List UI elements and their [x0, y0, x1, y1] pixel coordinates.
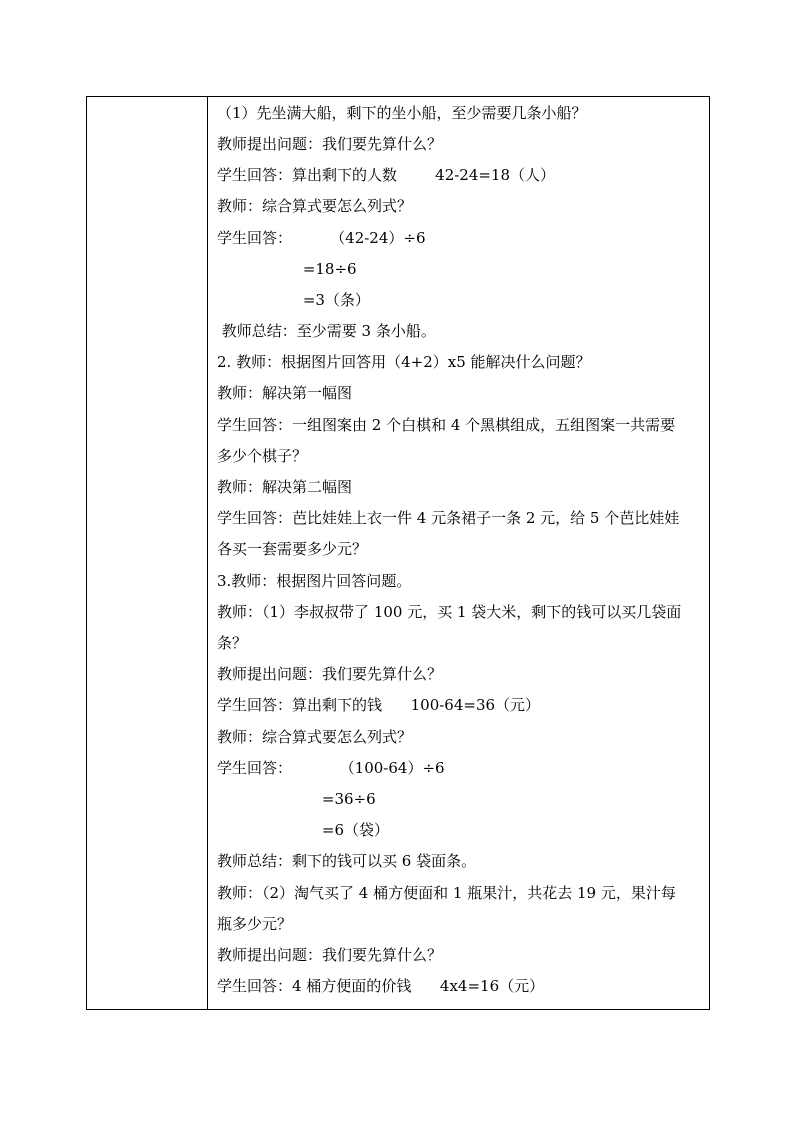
text-line: =36÷6 — [217, 790, 376, 808]
text-line: 教师提出问题：我们要先算什么？ — [217, 946, 443, 964]
text-line: 教师：（1）李叔叔带了 100 元，买 1 袋大米，剩下的钱可以买几袋面 — [217, 603, 682, 621]
text-line: 教师：解决第一幅图 — [217, 384, 353, 402]
text-line: 教师：综合算式要怎么列式？ — [217, 197, 413, 215]
text-line: 3.教师：根据图片回答问题。 — [217, 572, 412, 590]
left-column-cell — [87, 97, 208, 1009]
text-line: 教师：解决第二幅图 — [217, 478, 353, 496]
text-line: 各买一套需要多少元？ — [217, 540, 368, 558]
text-line: 学生回答：算出剩下的人数 42-24=18（人） — [217, 166, 556, 184]
lesson-table — [86, 96, 710, 1010]
text-line: 教师：综合算式要怎么列式？ — [217, 728, 413, 746]
text-line: 学生回答： （100-64）÷6 — [217, 759, 445, 777]
content-cell — [208, 97, 709, 1009]
text-line: 学生回答：算出剩下的钱 100-64=36（元） — [217, 696, 541, 714]
text-line: 教师提出问题：我们要先算什么？ — [217, 665, 443, 683]
text-line: 教师：（2）淘气买了 4 桶方便面和 1 瓶果汁，共花去 19 元，果汁每 — [217, 884, 676, 902]
text-line: =3（条） — [217, 291, 370, 309]
text-line: 2. 教师：根据图片回答用（4+2）x5 能解决什么问题？ — [217, 353, 591, 371]
text-line: =18÷6 — [217, 260, 357, 278]
text-line: 教师总结：剩下的钱可以买 6 袋面条。 — [217, 852, 477, 870]
text-line: 瓶多少元？ — [217, 915, 293, 933]
text-line: 条？ — [217, 634, 248, 652]
text-line: 教师总结：至少需要 3 条小船。 — [217, 322, 436, 340]
text-line: 多少个棋子？ — [217, 447, 308, 465]
text-line: 学生回答：芭比娃娃上衣一件 4 元条裙子一条 2 元，给 5 个芭比娃娃 — [217, 509, 680, 527]
text-line: （1）先坐满大船，剩下的坐小船，至少需要几条小船？ — [217, 104, 587, 122]
text-line: 学生回答：4 桶方便面的价钱 4x4=16（元） — [217, 977, 545, 995]
text-line: 教师提出问题：我们要先算什么？ — [217, 135, 443, 153]
text-line: 学生回答： （42-24）÷6 — [217, 229, 426, 247]
text-line: 学生回答：一组图案由 2 个白棋和 4 个黑棋组成，五组图案一共需要 — [217, 416, 676, 434]
text-line: =6（袋） — [217, 821, 390, 839]
